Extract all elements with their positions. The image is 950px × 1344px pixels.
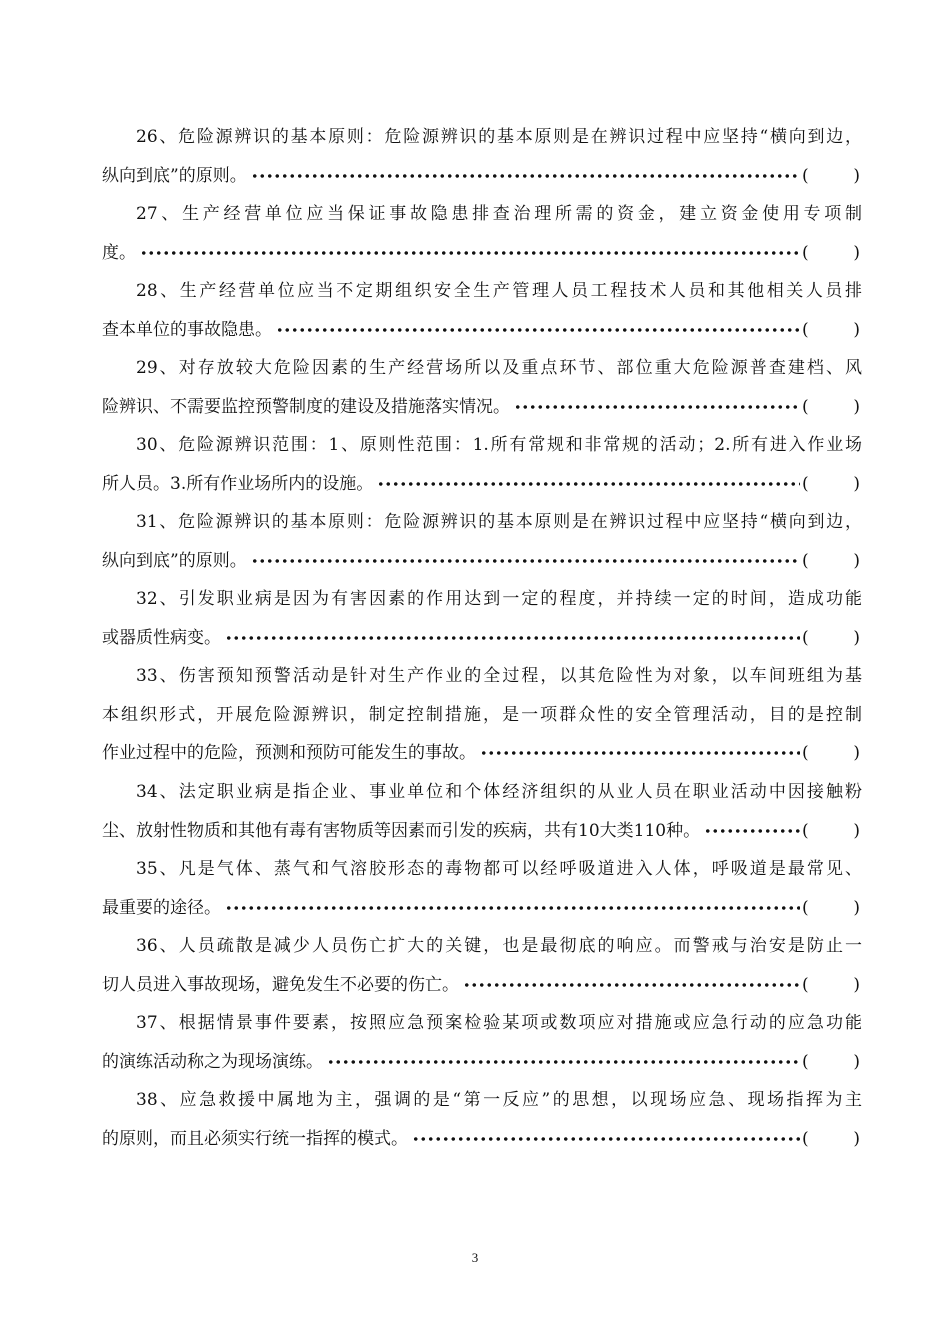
- answer-paren-open: (: [802, 1128, 809, 1149]
- question-text-line: 切人员进入事故现场，避免发生不必要的伤亡。: [102, 974, 459, 995]
- answer-paren-open: (: [802, 1051, 809, 1072]
- answer-paren-open: (: [802, 242, 809, 263]
- question-item: [102, 349, 862, 426]
- dot-leader: [514, 405, 800, 409]
- question-item: [102, 426, 862, 503]
- question-item: [102, 503, 862, 580]
- answer-blank[interactable]: [802, 311, 862, 350]
- answer-blank[interactable]: [802, 966, 862, 1005]
- question-list: [102, 118, 862, 1158]
- question-text-line: 的演练活动称之为现场演练。: [102, 1051, 323, 1072]
- question-last-line: [102, 734, 862, 773]
- dot-leader: [327, 1060, 800, 1064]
- answer-blank[interactable]: [802, 1043, 862, 1082]
- question-text-line: 35、凡是气体、蒸气和气溶胶形态的毒物都可以经呼吸道进入人体，呼吸道是最常见、: [136, 859, 862, 879]
- answer-paren-close: ): [853, 1051, 860, 1072]
- question-text-line: 34、法定职业病是指企业、事业单位和个体经济组织的从业人员在职业活动中因接触粉: [136, 782, 862, 802]
- dot-leader: [276, 328, 800, 332]
- answer-paren-close: ): [853, 473, 860, 494]
- dot-leader: [225, 636, 800, 640]
- question-last-line: [102, 812, 862, 851]
- question-text-line: 或器质性病变。: [102, 627, 221, 648]
- answer-paren-close: ): [853, 165, 860, 186]
- answer-paren-close: ): [853, 319, 860, 340]
- question-text-line: 险辨识、不需要监控预警制度的建设及措施落实情况。: [102, 396, 510, 417]
- dot-leader: [225, 906, 800, 910]
- question-text-line: 纵向到底”的原则。: [102, 550, 247, 571]
- answer-blank[interactable]: [802, 388, 862, 427]
- question-text-line: 32、引发职业病是因为有害因素的作用达到一定的程度，并持续一定的时间，造成功能: [136, 589, 862, 609]
- answer-paren-close: ): [853, 897, 860, 918]
- question-item: [102, 850, 862, 927]
- dot-leader: [463, 983, 800, 987]
- question-text-line: 作业过程中的危险，预测和预防可能发生的事故。: [102, 743, 476, 763]
- dot-leader: [412, 1137, 800, 1141]
- answer-paren-open: (: [802, 319, 809, 340]
- question-last-line: [102, 388, 862, 427]
- answer-paren-open: (: [802, 473, 809, 494]
- dot-leader: [251, 559, 800, 563]
- question-item: [102, 272, 862, 349]
- answer-paren-close: ): [853, 820, 860, 841]
- question-text-line: 查本单位的事故隐患。: [102, 319, 272, 340]
- question-item: [102, 580, 862, 657]
- answer-blank[interactable]: [802, 812, 862, 851]
- question-last-line: [102, 966, 862, 1005]
- answer-paren-close: ): [853, 743, 860, 763]
- question-text-line: 所人员。3.所有作业场所内的设施。: [102, 473, 374, 494]
- question-item: [102, 657, 862, 773]
- answer-blank[interactable]: [802, 619, 862, 658]
- answer-blank[interactable]: [802, 889, 862, 928]
- question-text-line: 纵向到底”的原则。: [102, 165, 247, 186]
- question-text-line: 度。: [102, 242, 136, 263]
- answer-paren-close: ): [853, 974, 860, 995]
- answer-blank[interactable]: [802, 1120, 862, 1159]
- question-text-line: 尘、放射性物质和其他有毒有害物质等因素而引发的疾病，共有10大类110种。: [102, 820, 701, 841]
- question-text-line: 37、根据情景事件要素，按照应急预案检验某项或数项应对措施或应急行动的应急功能: [136, 1013, 862, 1033]
- question-text-line: 28、生产经营单位应当不定期组织安全生产管理人员工程技术人员和其他相关人员排: [136, 281, 862, 301]
- question-item: [102, 773, 862, 850]
- answer-paren-close: ): [853, 627, 860, 648]
- question-text-line: 30、危险源辨识范围：1、原则性范围：1.所有常规和非常规的活动；2.所有进入作业场: [136, 435, 862, 455]
- question-last-line: [102, 889, 862, 928]
- question-text-line: 33、伤害预知预警活动是针对生产作业的全过程，以其危险性为对象，以车间班组为基: [136, 666, 862, 686]
- dot-leader: [140, 251, 800, 255]
- answer-paren-open: (: [802, 820, 809, 841]
- dot-leader: [377, 482, 800, 486]
- answer-paren-open: (: [802, 396, 809, 417]
- question-text-line: 本组织形式，开展危险源辨识，制定控制措施，是一项群众性的安全管理活动，目的是控制: [102, 704, 862, 725]
- question-item: [102, 118, 862, 195]
- question-last-line: [102, 234, 862, 273]
- page-number: 3: [471, 1250, 479, 1265]
- answer-paren-close: ): [853, 396, 860, 417]
- question-last-line: [102, 542, 862, 581]
- answer-blank[interactable]: [802, 157, 862, 196]
- answer-paren-open: (: [802, 550, 809, 571]
- answer-paren-close: ): [853, 242, 860, 263]
- question-text-line: 27、生产经营单位应当保证事故隐患排查治理所需的资金，建立资金使用专项制: [136, 204, 862, 224]
- answer-blank[interactable]: [802, 465, 862, 504]
- question-last-line: [102, 619, 862, 658]
- question-item: [102, 1081, 862, 1158]
- answer-blank[interactable]: [802, 542, 862, 581]
- answer-paren-close: ): [853, 550, 860, 571]
- question-text-line: 38、应急救援中属地为主，强调的是“第一反应”的思想，以现场应急、现场指挥为主: [136, 1090, 862, 1110]
- question-text-line: 36、人员疏散是减少人员伤亡扩大的关键，也是最彻底的响应。而警戒与治安是防止一: [136, 936, 862, 956]
- answer-blank[interactable]: [802, 734, 862, 773]
- answer-paren-open: (: [802, 743, 809, 763]
- question-text-line: 最重要的途径。: [102, 897, 221, 918]
- question-last-line: [102, 311, 862, 350]
- question-last-line: [102, 1120, 862, 1159]
- answer-blank[interactable]: [802, 234, 862, 273]
- question-last-line: [102, 465, 862, 504]
- answer-paren-close: ): [853, 1128, 860, 1149]
- answer-paren-open: (: [802, 627, 809, 648]
- question-item: [102, 1004, 862, 1081]
- question-text-line: 的原则，而且必须实行统一指挥的模式。: [102, 1128, 408, 1149]
- question-text-line: 31、危险源辨识的基本原则：危险源辨识的基本原则是在辨识过程中应坚持“横向到边，: [136, 512, 862, 532]
- answer-paren-open: (: [802, 897, 809, 918]
- dot-leader: [251, 174, 800, 178]
- question-last-line: [102, 1043, 862, 1082]
- question-last-line: [102, 157, 862, 196]
- answer-paren-open: (: [802, 165, 809, 186]
- question-text-line: 26、危险源辨识的基本原则：危险源辨识的基本原则是在辨识过程中应坚持“横向到边，: [136, 127, 862, 147]
- question-item: [102, 195, 862, 272]
- question-text-line: 29、对存放较大危险因素的生产经营场所以及重点环节、部位重大危险源普查建档、风: [136, 358, 862, 378]
- answer-paren-open: (: [802, 974, 809, 995]
- dot-leader: [480, 751, 800, 755]
- dot-leader: [704, 829, 800, 833]
- question-item: [102, 927, 862, 1004]
